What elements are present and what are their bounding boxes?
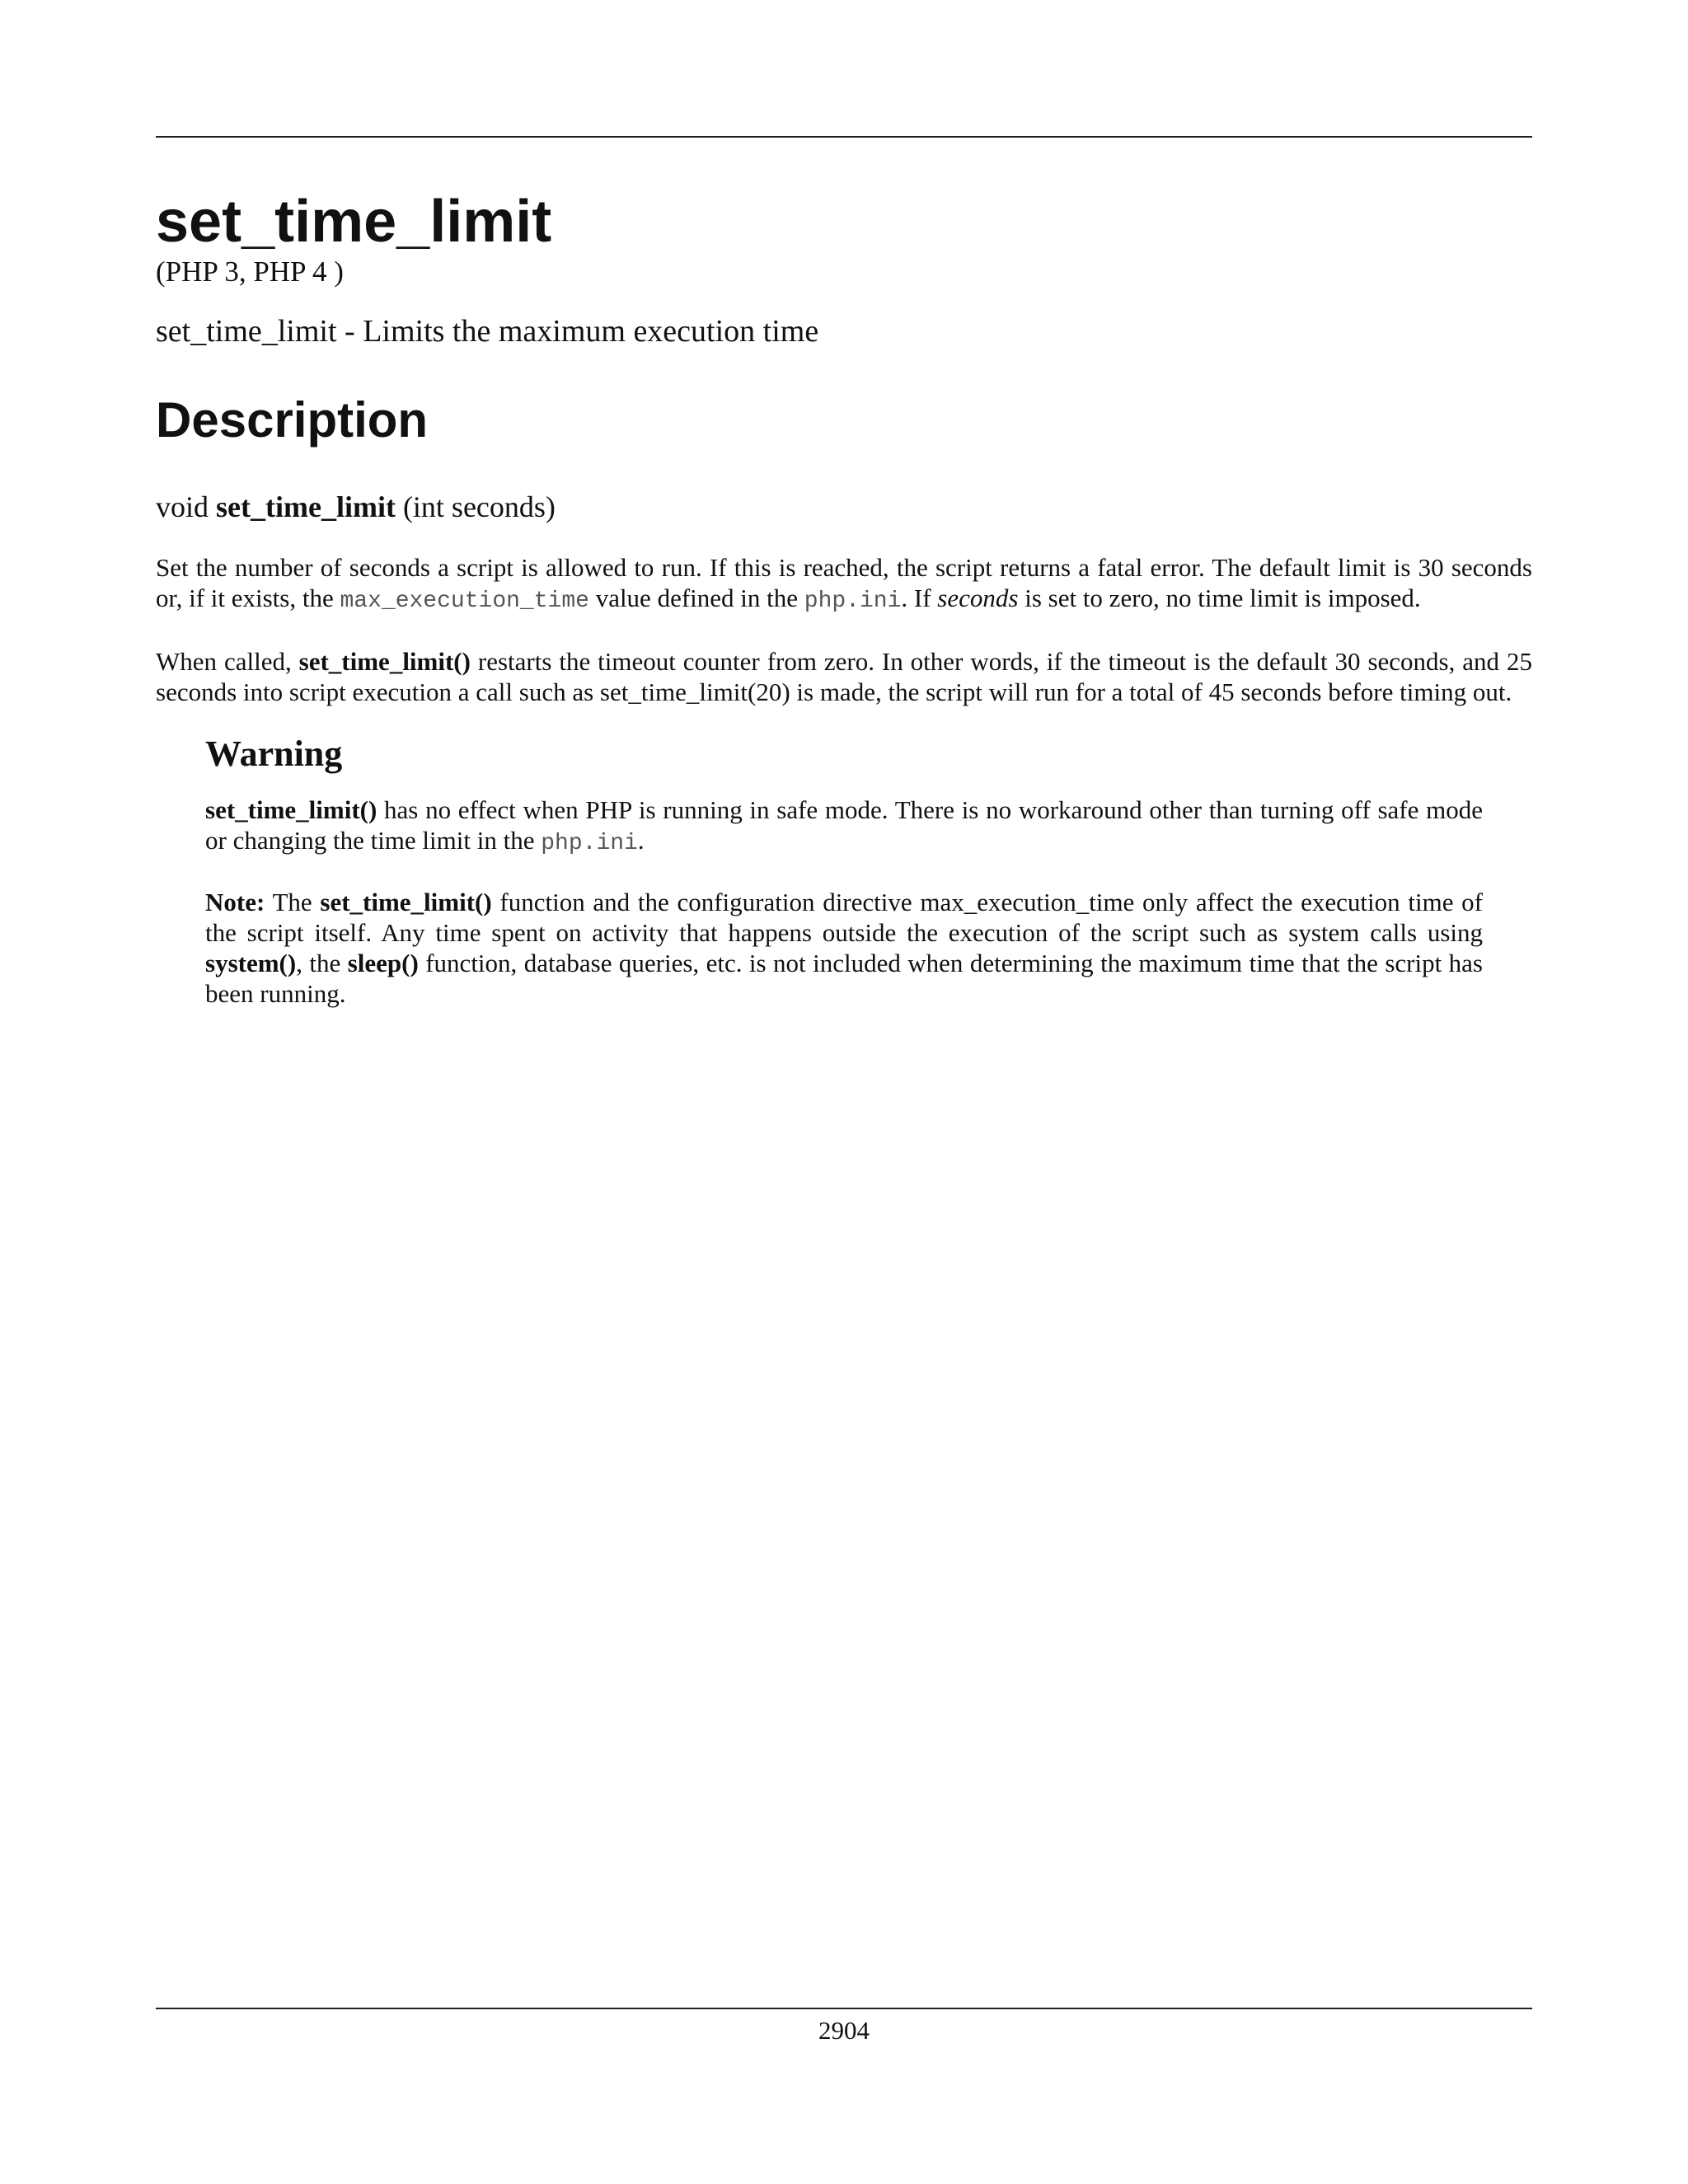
php-versions: (PHP 3, PHP 4 ) xyxy=(156,255,344,288)
text-fragment: value defined in the xyxy=(588,583,804,612)
text-fragment: The xyxy=(265,888,321,916)
header-rule xyxy=(156,136,1532,138)
page-number: 2904 xyxy=(818,2016,870,2045)
text-fragment: has no effect when PHP is running in safe mode. There is no workaround other than turning off safe mode or changing the time limit in the xyxy=(205,795,1483,855)
text-fragment: function and the configuration directive max_execution_time only affect the execution time of the script itself. Any time spent on activity that happens outside the execution of the script such as system calls using xyxy=(205,888,1483,947)
function-reference-system: system() xyxy=(205,949,297,977)
warning-box xyxy=(205,732,1483,1009)
function-reference: set_time_limit() xyxy=(320,888,492,916)
text-fragment: When called, xyxy=(156,647,299,676)
function-synopsis xyxy=(156,490,1532,524)
text-fragment: , the xyxy=(296,949,348,977)
page-content xyxy=(156,188,1532,1009)
text-fragment: . If xyxy=(901,583,938,612)
function-purpose: set_time_limit - Limits the maximum execution time xyxy=(156,314,819,349)
synopsis-params: (int seconds) xyxy=(395,490,556,523)
text-fragment: . xyxy=(637,826,645,855)
note-paragraph xyxy=(205,887,1483,1009)
page-title: set_time_limit xyxy=(156,189,552,255)
function-reference-sleep: sleep() xyxy=(347,949,419,977)
warning-paragraph xyxy=(205,794,1483,859)
text-fragment: restarts the timeout counter from zero. In other words, if the timeout is the default 30 seconds, and 25 seconds into script execution a call such as set_time_limit(20) is made, the script will run for a total of 45 seconds before timing out. xyxy=(156,647,1532,706)
description-heading: Description xyxy=(156,392,429,448)
function-reference: set_time_limit() xyxy=(205,795,377,824)
code-php-ini: php.ini xyxy=(804,588,902,614)
note-label: Note: xyxy=(205,888,265,916)
synopsis-function-name: set_time_limit xyxy=(216,490,396,523)
description-paragraph-1 xyxy=(156,552,1532,616)
synopsis-return-type: void xyxy=(156,490,217,523)
code-php-ini: php.ini xyxy=(541,831,638,856)
text-fragment: Set the number of seconds a script is allowed to run. If this is reached, the script returns a fatal error. The default limit is 30 seconds or, if it exists, the xyxy=(156,553,1532,612)
emphasis-seconds: seconds xyxy=(937,583,1019,612)
text-fragment: function, database queries, etc. is not included when determining the maximum time that the script has been running. xyxy=(205,949,1483,1008)
function-reference: set_time_limit() xyxy=(298,647,471,676)
footer-rule xyxy=(156,2008,1532,2009)
text-fragment: is set to zero, no time limit is imposed. xyxy=(1018,583,1421,612)
code-max-execution-time: max_execution_time xyxy=(340,588,589,614)
description-paragraph-2 xyxy=(156,646,1532,707)
warning-title: Warning xyxy=(205,733,343,774)
